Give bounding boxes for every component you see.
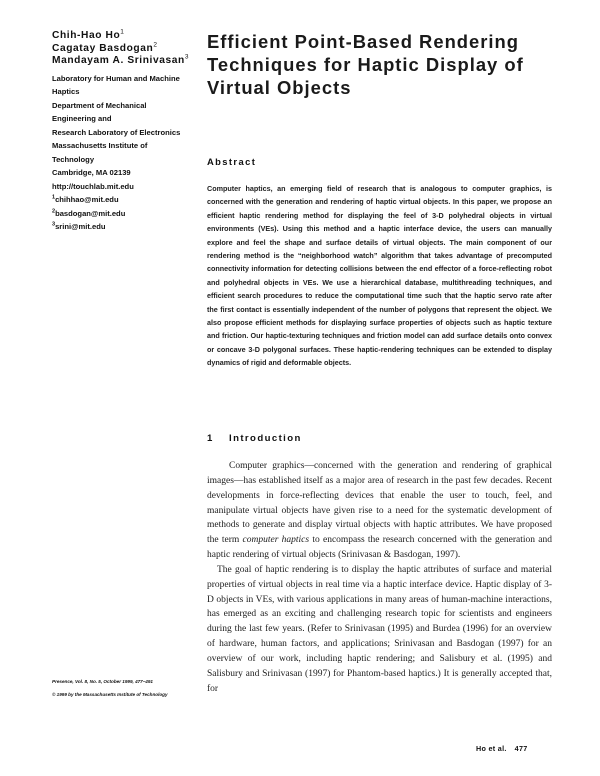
affiliation-line: Laboratory for Human and Machine bbox=[52, 73, 180, 83]
paragraph: The goal of haptic rendering is to display the haptic attributes of surface and material properties of virtual objects in real time via a haptic interface device. Haptic display of 3-D objects in VEs, with various applications in many areas of human-machine interactions, has emerged as an exciting and challenging research topic for scientists and engineers during the last few years. (Refer to Srinivasan (1995) and Burdea (1996) for an overview of hardware, human factors, and applications; Srinivasan and Basdogan (1997) for an overview of our work, including haptic rendering; and Salisbury et al. (1995) and Salisbury and Srinivasan (1997) for Phantom-based haptics.) It is generally accepted that, for bbox=[207, 564, 552, 694]
page-footer bbox=[476, 744, 528, 753]
affiliation-line: Research Laboratory of Electronics bbox=[52, 127, 181, 137]
affiliation-line: Department of Mechanical bbox=[52, 100, 147, 110]
section-title: Introduction bbox=[229, 433, 302, 444]
author-name: Mandayam A. Srinivasan$^3$ bbox=[52, 53, 190, 67]
affiliation-line: Engineering and bbox=[52, 114, 112, 124]
author-name: Cagatay Basdogan$^2$ bbox=[52, 41, 158, 54]
paragraph: Computer graphics—concerned with the generation and rendering of graphical images—has established itself as a major area of research in the past few decades. Recent developments in force-reflecting devices that enable the user to touch, feel, and manipulate virtual objects have given rise to a need for the systematic development of methods to generate and display virtual objects with haptic attributes. We have proposed the term computer haptics to encompass the research concerned with the generation and haptic rendering of virtual objects (Srinivasan & Basdogan, 1997). bbox=[207, 461, 552, 561]
page-number: 477 bbox=[514, 744, 528, 753]
email-link[interactable]: $^1$chihhao@mit.edu bbox=[52, 194, 119, 205]
journal-citation: Presence, Vol. 8, No. 5, October 1999, 477–491 bbox=[52, 679, 153, 684]
affiliation-line: Haptics bbox=[52, 87, 80, 97]
lab-url-link[interactable]: http://touchlab.mit.edu bbox=[52, 181, 134, 191]
body-text bbox=[207, 459, 552, 697]
email-link[interactable]: $^3$srini@mit.edu bbox=[52, 221, 106, 232]
affiliation-city: Cambridge, MA 02139 bbox=[52, 168, 131, 178]
section-number: 1 bbox=[207, 433, 214, 444]
affiliation-line: Massachusetts Institute of bbox=[52, 141, 148, 151]
running-head: Ho et al. bbox=[476, 744, 507, 753]
author-block bbox=[52, 30, 194, 234]
abstract-text: Computer haptics, an emerging field of research that is analogous to computer graphics, is concerned with the generation and rendering of haptic virtual objects. In this paper, we propose an efficient haptic rendering method for displaying the feel of 3-D polyhedral objects in virtual environments (VEs). Using this method and a haptic interface device, the users can manually explore and feel the shape and surface details of virtual objects. The main component of our rendering method is the “neighborhood watch” algorithm that takes advantage of precomputed connectivity information for detecting collisions between the end effector of a force-reflecting robot and polyhedral objects in VEs. We use a hierarchical database, multithreading techniques, and efficient search procedures to reduce the computational time such that the haptic servo rate after the first contact is essentially independent of the number of polygons that represent the object. We also propose efficient methods for displaying surface properties of objects such as haptic texture and friction. Our haptic-texturing techniques and friction model can add surface details onto convex or concave 3-D polygonal surfaces. These haptic-rendering techniques can be extended to display dynamics of rigid and deformable objects. bbox=[207, 184, 552, 368]
section-heading bbox=[207, 433, 302, 444]
copyright-notice: © 1999 by the Massachusetts Institute of Technology bbox=[52, 691, 168, 697]
affiliation-line: Technology bbox=[52, 154, 95, 164]
author-name: Chih-Hao Ho$^1$ bbox=[52, 28, 125, 41]
journal-info bbox=[52, 676, 202, 701]
affiliation bbox=[52, 72, 194, 234]
paper-title: Efficient Point-Based Rendering Techniques for Haptic Display of Virtual Objects bbox=[207, 31, 524, 98]
email-link[interactable]: $^2$basdogan@mit.edu bbox=[52, 208, 126, 218]
abstract-heading: Abstract bbox=[207, 156, 257, 167]
